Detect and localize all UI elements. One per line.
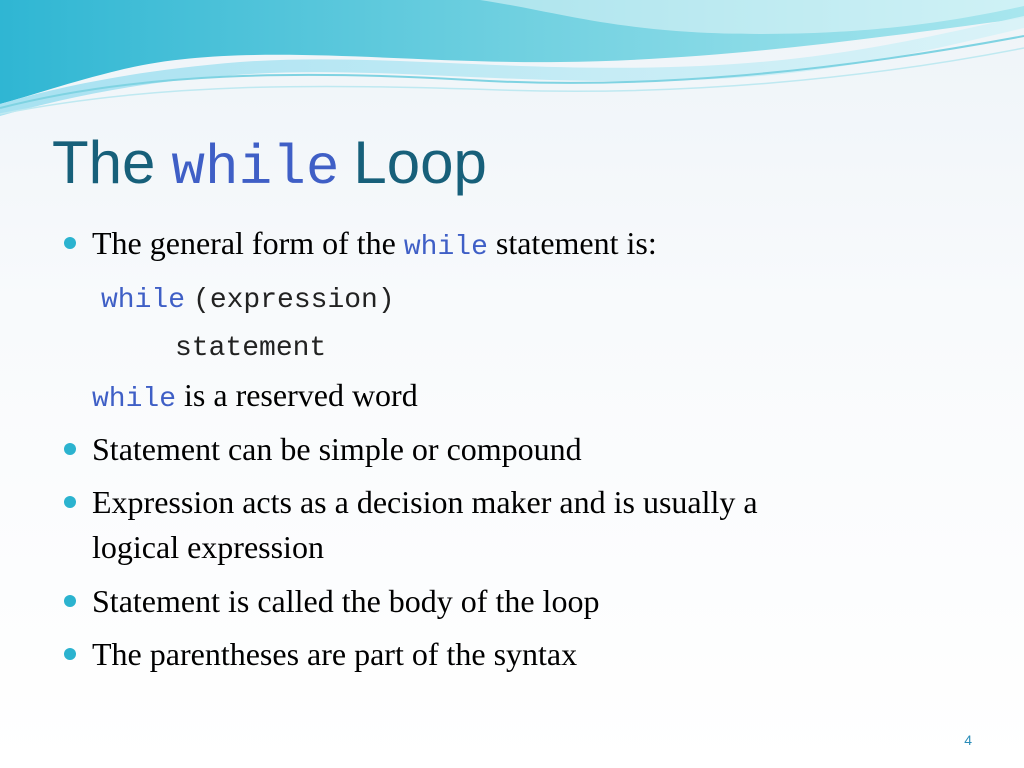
bullet-dot — [64, 595, 76, 607]
page-number: 4 — [964, 732, 972, 748]
title-prefix: The — [52, 129, 156, 196]
title-code-keyword: while — [171, 136, 340, 200]
bullet-statement-simple-compound: Statement can be simple or compound — [92, 431, 582, 467]
reserved-word-line — [92, 376, 418, 419]
bullet-dot — [64, 648, 76, 660]
syntax-line-while — [101, 277, 395, 320]
general-form-text-after: statement is: — [495, 225, 657, 261]
wave-header-graphic — [0, 0, 1024, 120]
bullet-body-of-loop: Statement is called the body of the loop — [92, 583, 600, 619]
syntax-line-statement — [175, 325, 326, 368]
slide-title — [52, 128, 487, 198]
bullet-expression-line2: logical expression — [92, 529, 324, 565]
syntax-statement: statement — [175, 333, 327, 364]
bullet-dot — [64, 496, 76, 508]
syntax-keyword: while — [101, 285, 186, 316]
title-suffix: Loop — [353, 129, 487, 196]
bullet-parentheses-syntax: The parentheses are part of the syntax — [92, 636, 578, 672]
bullet-dot — [64, 443, 76, 455]
bullet-dot — [64, 237, 76, 249]
reserved-word-text: is a reserved word — [184, 377, 418, 413]
reserved-word-code: while — [92, 384, 177, 415]
general-form-text: The general form of the — [92, 225, 396, 261]
bullet-expression-line1: Expression acts as a decision maker and is usually a — [92, 484, 758, 520]
bullet-general-form — [92, 224, 657, 267]
syntax-expression: (expression) — [193, 285, 395, 316]
general-form-code: while — [403, 232, 488, 263]
